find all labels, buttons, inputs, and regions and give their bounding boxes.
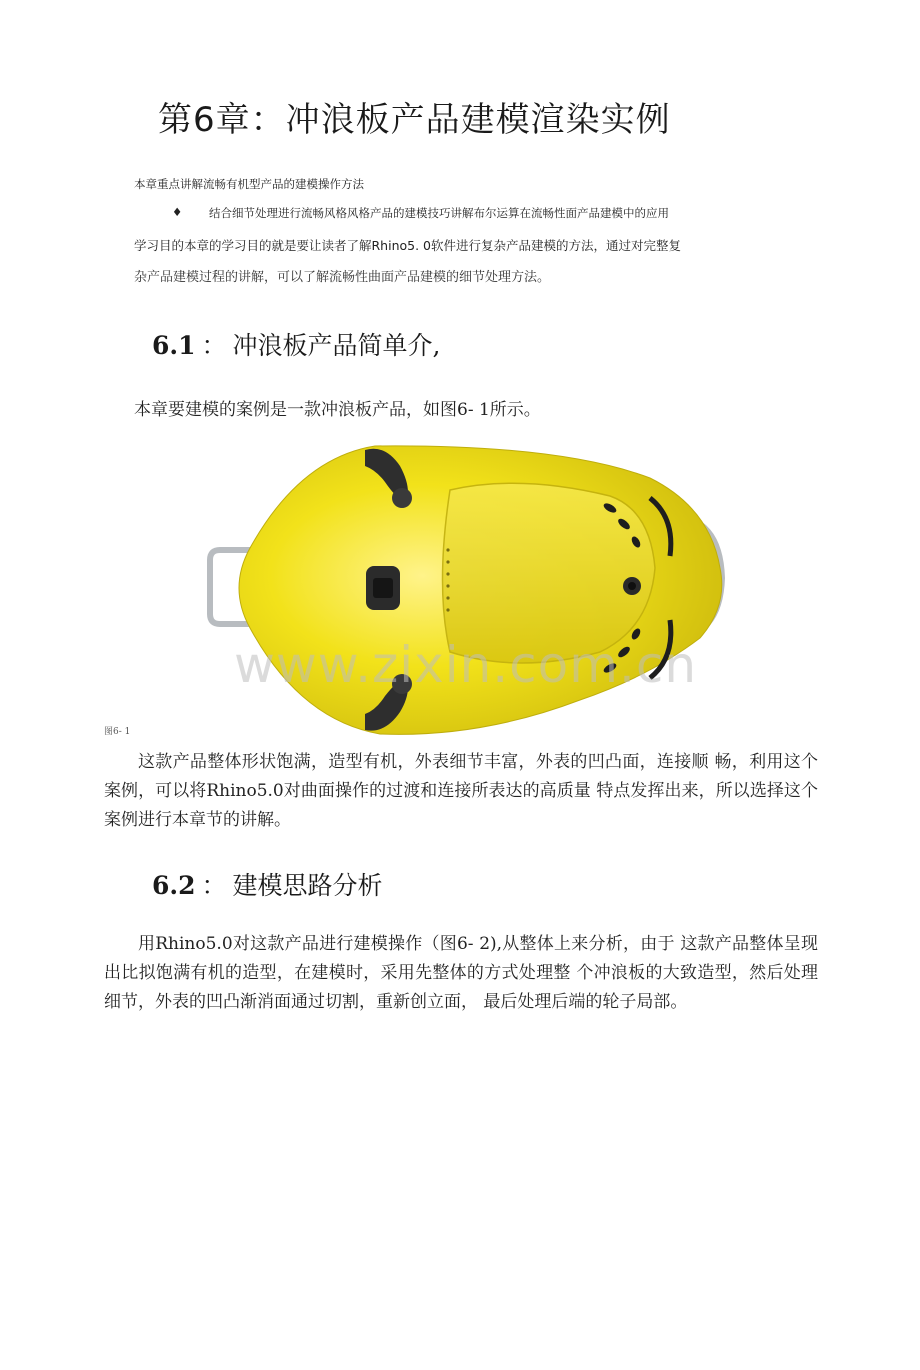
- section-2-number: 6.2: [152, 871, 196, 900]
- section-2-title: 建模思路分析: [232, 871, 383, 900]
- section-heading-2: [152, 866, 383, 902]
- figure-caption: 图6- 1: [104, 727, 131, 737]
- focus-line: 本章重点讲解流畅有机型产品的建模操作方法: [134, 177, 364, 191]
- section-2-sep: ：: [201, 871, 227, 900]
- goal-line-1: 学习目的本章的学习目的就是要让读者了解Rhino5. 0软件进行复杂产品建模的方法，通过对完整复: [134, 238, 682, 253]
- bullet-text: 结合细节处理进行流畅风格风格产品的建模技巧讲解布尔运算在流畅性面产品建模中的应用: [209, 206, 669, 220]
- watermark: www.zixin.com.cn: [234, 636, 698, 694]
- intro-sentence: 本章要建模的案例是一款冲浪板产品，如图6- 1所示。: [134, 400, 541, 420]
- paragraph-2: 用Rhino5.0对这款产品进行建模操作（图6- 2),从整体上来分析，由于 这款产品整体呈现出比拟饱满有机的造型，在建模时，采用先整体的方式处理整 个冲浪板的大致造型，然后处理细节，外表的凹凸渐消面通过切割，重新创立面， 最后处理后端的轮子局部。: [104, 934, 818, 1012]
- section-1-number: 6.1: [152, 331, 196, 360]
- paragraph-1: 这款产品整体形状饱满，造型有机，外表细节丰富，外表的凹凸面，连接顺 畅，利用这个案例，可以将Rhino5.0对曲面操作的过渡和连接所表达的高质量 特点发挥出来，所以选择这个案例进行本章节的讲解。: [104, 752, 818, 830]
- section-heading-1: [152, 326, 440, 362]
- goal-line-2: 杂产品建模过程的讲解，可以了解流畅性曲面产品建模的细节处理方法。: [134, 270, 551, 285]
- section-1-sep: ：: [201, 331, 227, 360]
- section-1-title: 冲浪板产品简单介,: [232, 331, 441, 360]
- bullet-icon: ♦: [172, 205, 183, 219]
- chapter-title: 第6章：冲浪板产品建模渲染实例: [158, 100, 671, 140]
